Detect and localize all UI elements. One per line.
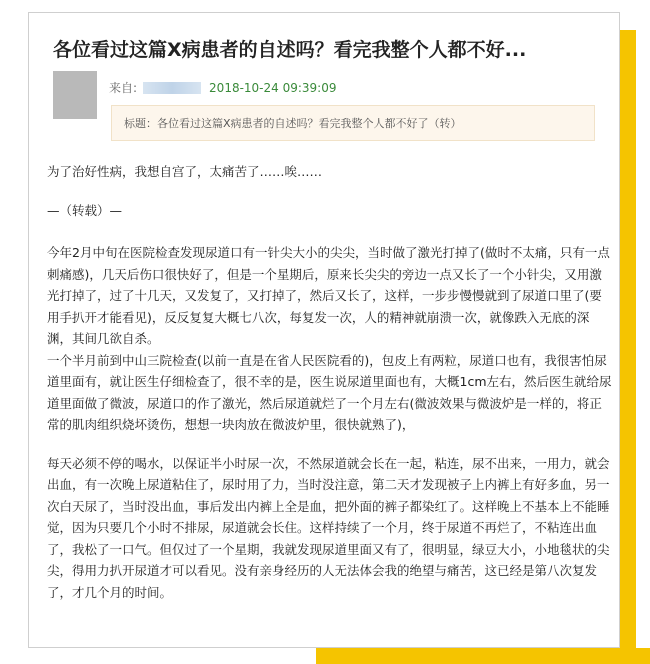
post-meta bbox=[109, 79, 337, 96]
avatar[interactable] bbox=[53, 71, 97, 119]
body-paragraph: 今年2月中旬在医院检查发现尿道口有一针尖大小的尖尖，当时做了激光打掉了(做时不太痛，只有一点刺痛感)，几天后伤口很快好了，但是一个星期后，原来长尖尖的旁边一点又长了一个小针尖，又用激光打掉了，过了十几天，又发复了，又打掉了，然后又长了，这样，一步步慢慢就到了尿道口里了(要用手扒开才能看见)，反反复复大概七八次，每复发一次，人的精神就崩溃一次，就像跌入无底的深渊，其间几欲自杀。 bbox=[47, 245, 610, 346]
body-paragraph: 为了治好性病，我想自宫了，太痛苦了……唉…… bbox=[47, 164, 323, 179]
quoted-title-text: 标题：各位看过这篇X病患者的自述吗？看完我整个人都不好了（转） bbox=[124, 117, 462, 130]
post-timestamp: 2018-10-24 09:39:09 bbox=[209, 80, 337, 95]
post-card bbox=[28, 12, 620, 648]
username-blurred[interactable] bbox=[143, 82, 201, 94]
from-label: 来自: bbox=[109, 81, 138, 95]
post-body bbox=[47, 161, 613, 603]
body-paragraph: 一个半月前到中山三院检查(以前一直是在省人民医院看的)，包皮上有两粒，尿道口也有，我很害怕尿道里面有，就让医生仔细检查了，很不幸的是，医生说尿道里面也有，大概1cm左右，然后医生就给尿道里面做了微波，尿道口的作了激光，然后尿道就烂了一个月左右(微波效果与微波炉是一样的，将正常的肌肉组织烧坏烫伤，想想一块肉放在微波炉里，很快就熟了)， bbox=[47, 352, 612, 432]
post-title[interactable]: 各位看过这篇X病患者的自述吗？看完我整个人都不好... bbox=[53, 39, 527, 61]
body-paragraph: 每天必须不停的喝水，以保证半小时尿一次，不然尿道就会长在一起，粘连，尿不出来，一用力，就会出血，有一次晚上尿道粘住了，尿时用了力，当时没注意，第二天才发现被子上内裤上有好多血，另一次白天尿了，当时没出血，事后发出内裤上全是血，把外面的裤子都染红了。这样晚上不基本上不能睡觉，因为只要几个小时不排尿，尿道就会长住。这样持续了一个月，终于尿道不再烂了，不粘连出血了，我松了一口气。但仅过了一个星期，我就发现尿道里面又有了，很明显，绿豆大小，小地毯状的尖尖，得用力扒开尿道才可以看见。没有亲身经历的人无法体会我的绝望与痛苦，这已经是第八次复发了，才几个月的时间。 bbox=[47, 455, 610, 600]
quoted-title-box bbox=[111, 105, 595, 141]
repost-label: —（转载）— bbox=[47, 202, 123, 218]
accent-bar-bottom bbox=[316, 648, 650, 664]
